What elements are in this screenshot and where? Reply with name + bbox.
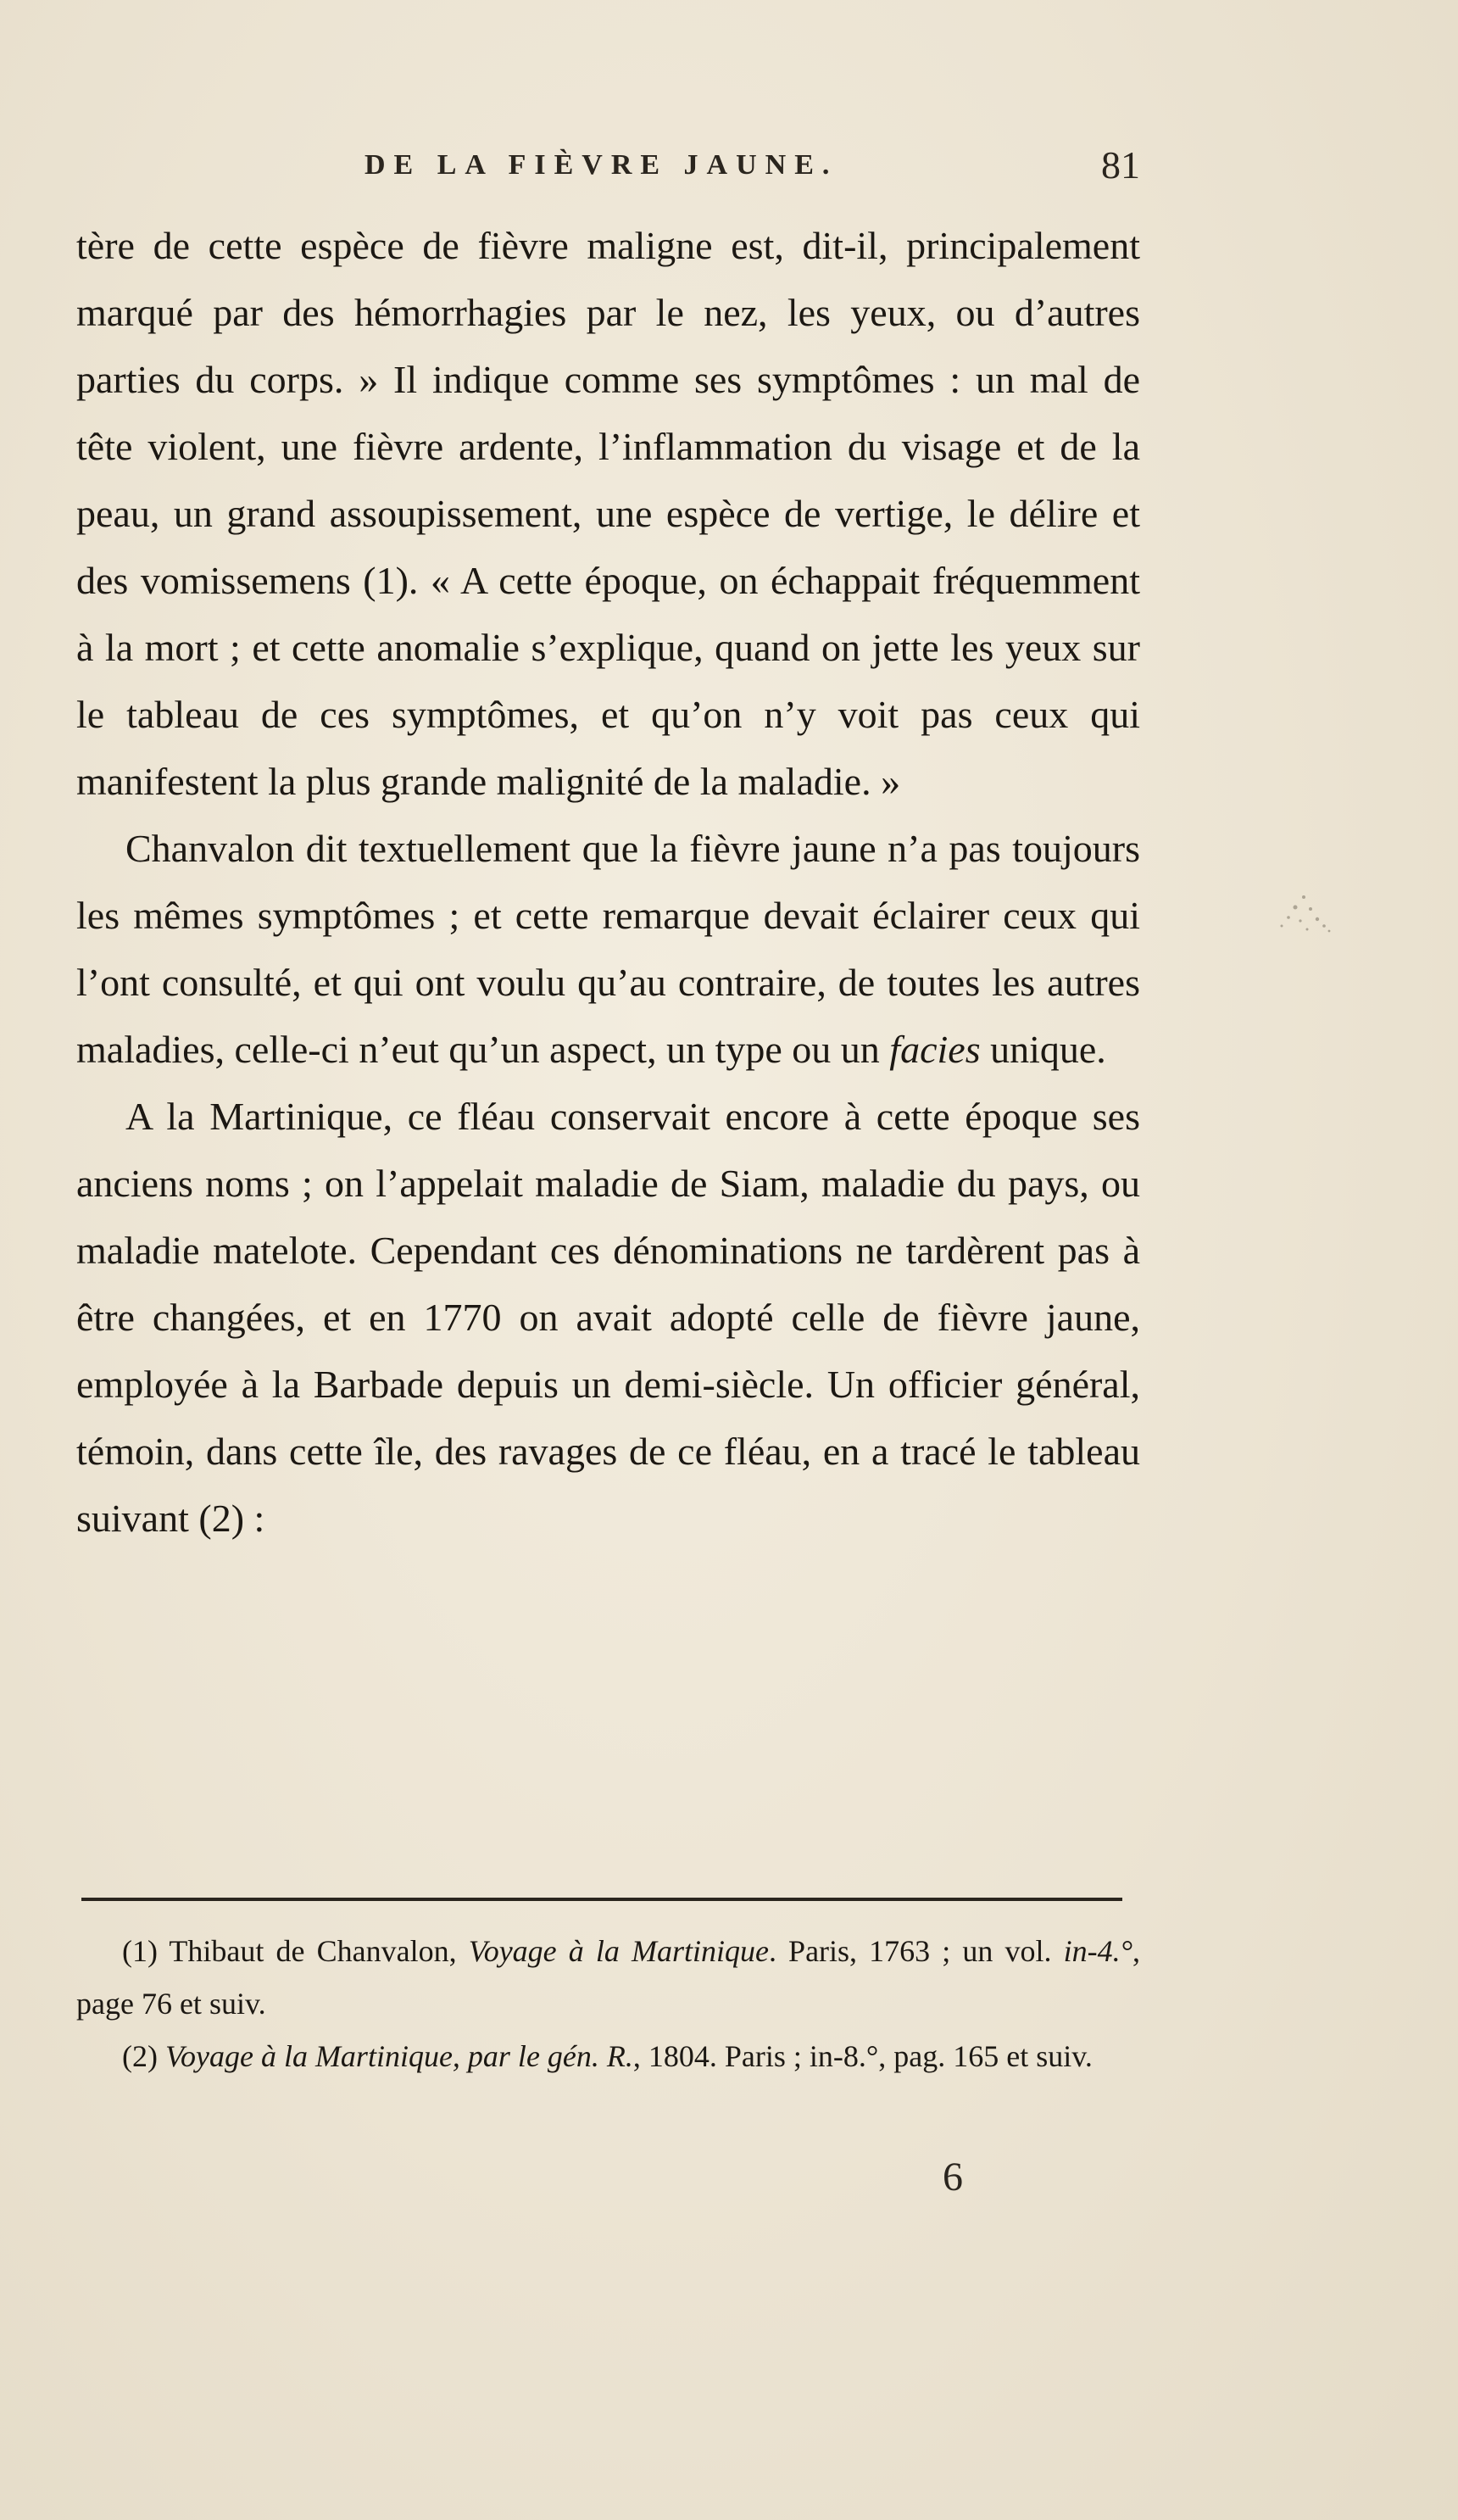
- signature-mark: 6: [943, 2155, 963, 2199]
- italic-text: in-4.°: [1063, 1934, 1132, 1968]
- text-run: unique.: [980, 1028, 1106, 1071]
- text-run: , 1804. Paris ; in-8.°, pag. 165 et suiv.: [632, 2039, 1093, 2073]
- text-run: A la Martinique, ce fléau conservait encore à cette époque ses anciens noms ; on l’appelait maladie de Siam, maladie du pays, ou maladie matelote. Cependant ces dénominations ne tardèrent pas à être changées, et en 1770 on avait adopté celle de fièvre jaune, employée à la Barbade depuis un demi-siècle. Un officier général, témoin, dans cette île, des ravages de ce fléau, en a tracé le tableau suivant (2) :: [76, 1095, 1140, 1540]
- italic-text: Voyage à la Martinique: [468, 1934, 769, 1968]
- paragraph: [76, 1083, 1140, 1552]
- italic-text: facies: [889, 1028, 981, 1071]
- footnote-rule: [81, 1898, 1122, 1901]
- text-run: . Paris, 1763 ; un vol.: [768, 1934, 1064, 1968]
- running-title: DE LA FIÈVRE JAUNE.: [364, 149, 838, 181]
- text-run: Chanvalon dit textuellement que la fièvre jaune n’a pas toujours les mêmes symptômes ; et cette remarque devait éclairer ceux qui l’ont consulté, et qui ont voulu qu’au contraire, de toutes les autres maladies, celle-ci n’eut qu’un aspect, un type ou un: [76, 827, 1140, 1071]
- ink-speck-icon: [1270, 882, 1339, 950]
- text-run: tère de cette espèce de fièvre maligne est, dit-il, principalement marqué par des hémorrhagies par le nez, les yeux, ou d’autres parties du corps. » Il indique comme ses symptômes : un mal de tête violent, une fièvre ardente, l’inflammation du visage et de la peau, un grand assoupissement, une espèce de vertige, le délire et des vomissemens (1). « A cette époque, on échappait fréquemment à la mort ; et cette anomalie s’explique, quand on jette les yeux sur le tableau de ces symptômes, et qu’on n’y voit pas ceux qui manifestent la plus grande malignité de la maladie. »: [76, 224, 1140, 803]
- running-head: [76, 142, 1140, 193]
- footnote: [76, 1925, 1140, 2030]
- footnotes: [76, 1925, 1140, 2082]
- paragraph: [76, 815, 1140, 1083]
- page-number: 81: [1101, 143, 1140, 187]
- paragraph: [76, 212, 1140, 815]
- text-run: , page 76 et suiv.: [76, 1934, 1140, 2021]
- body-text: [76, 212, 1140, 1552]
- footnote: [76, 2030, 1140, 2082]
- italic-text: Voyage à la Martinique, par le gén. R.: [164, 2039, 633, 2073]
- text-run: (1) Thibaut de Chanvalon,: [122, 1934, 469, 1968]
- text-run: (2): [122, 2039, 165, 2073]
